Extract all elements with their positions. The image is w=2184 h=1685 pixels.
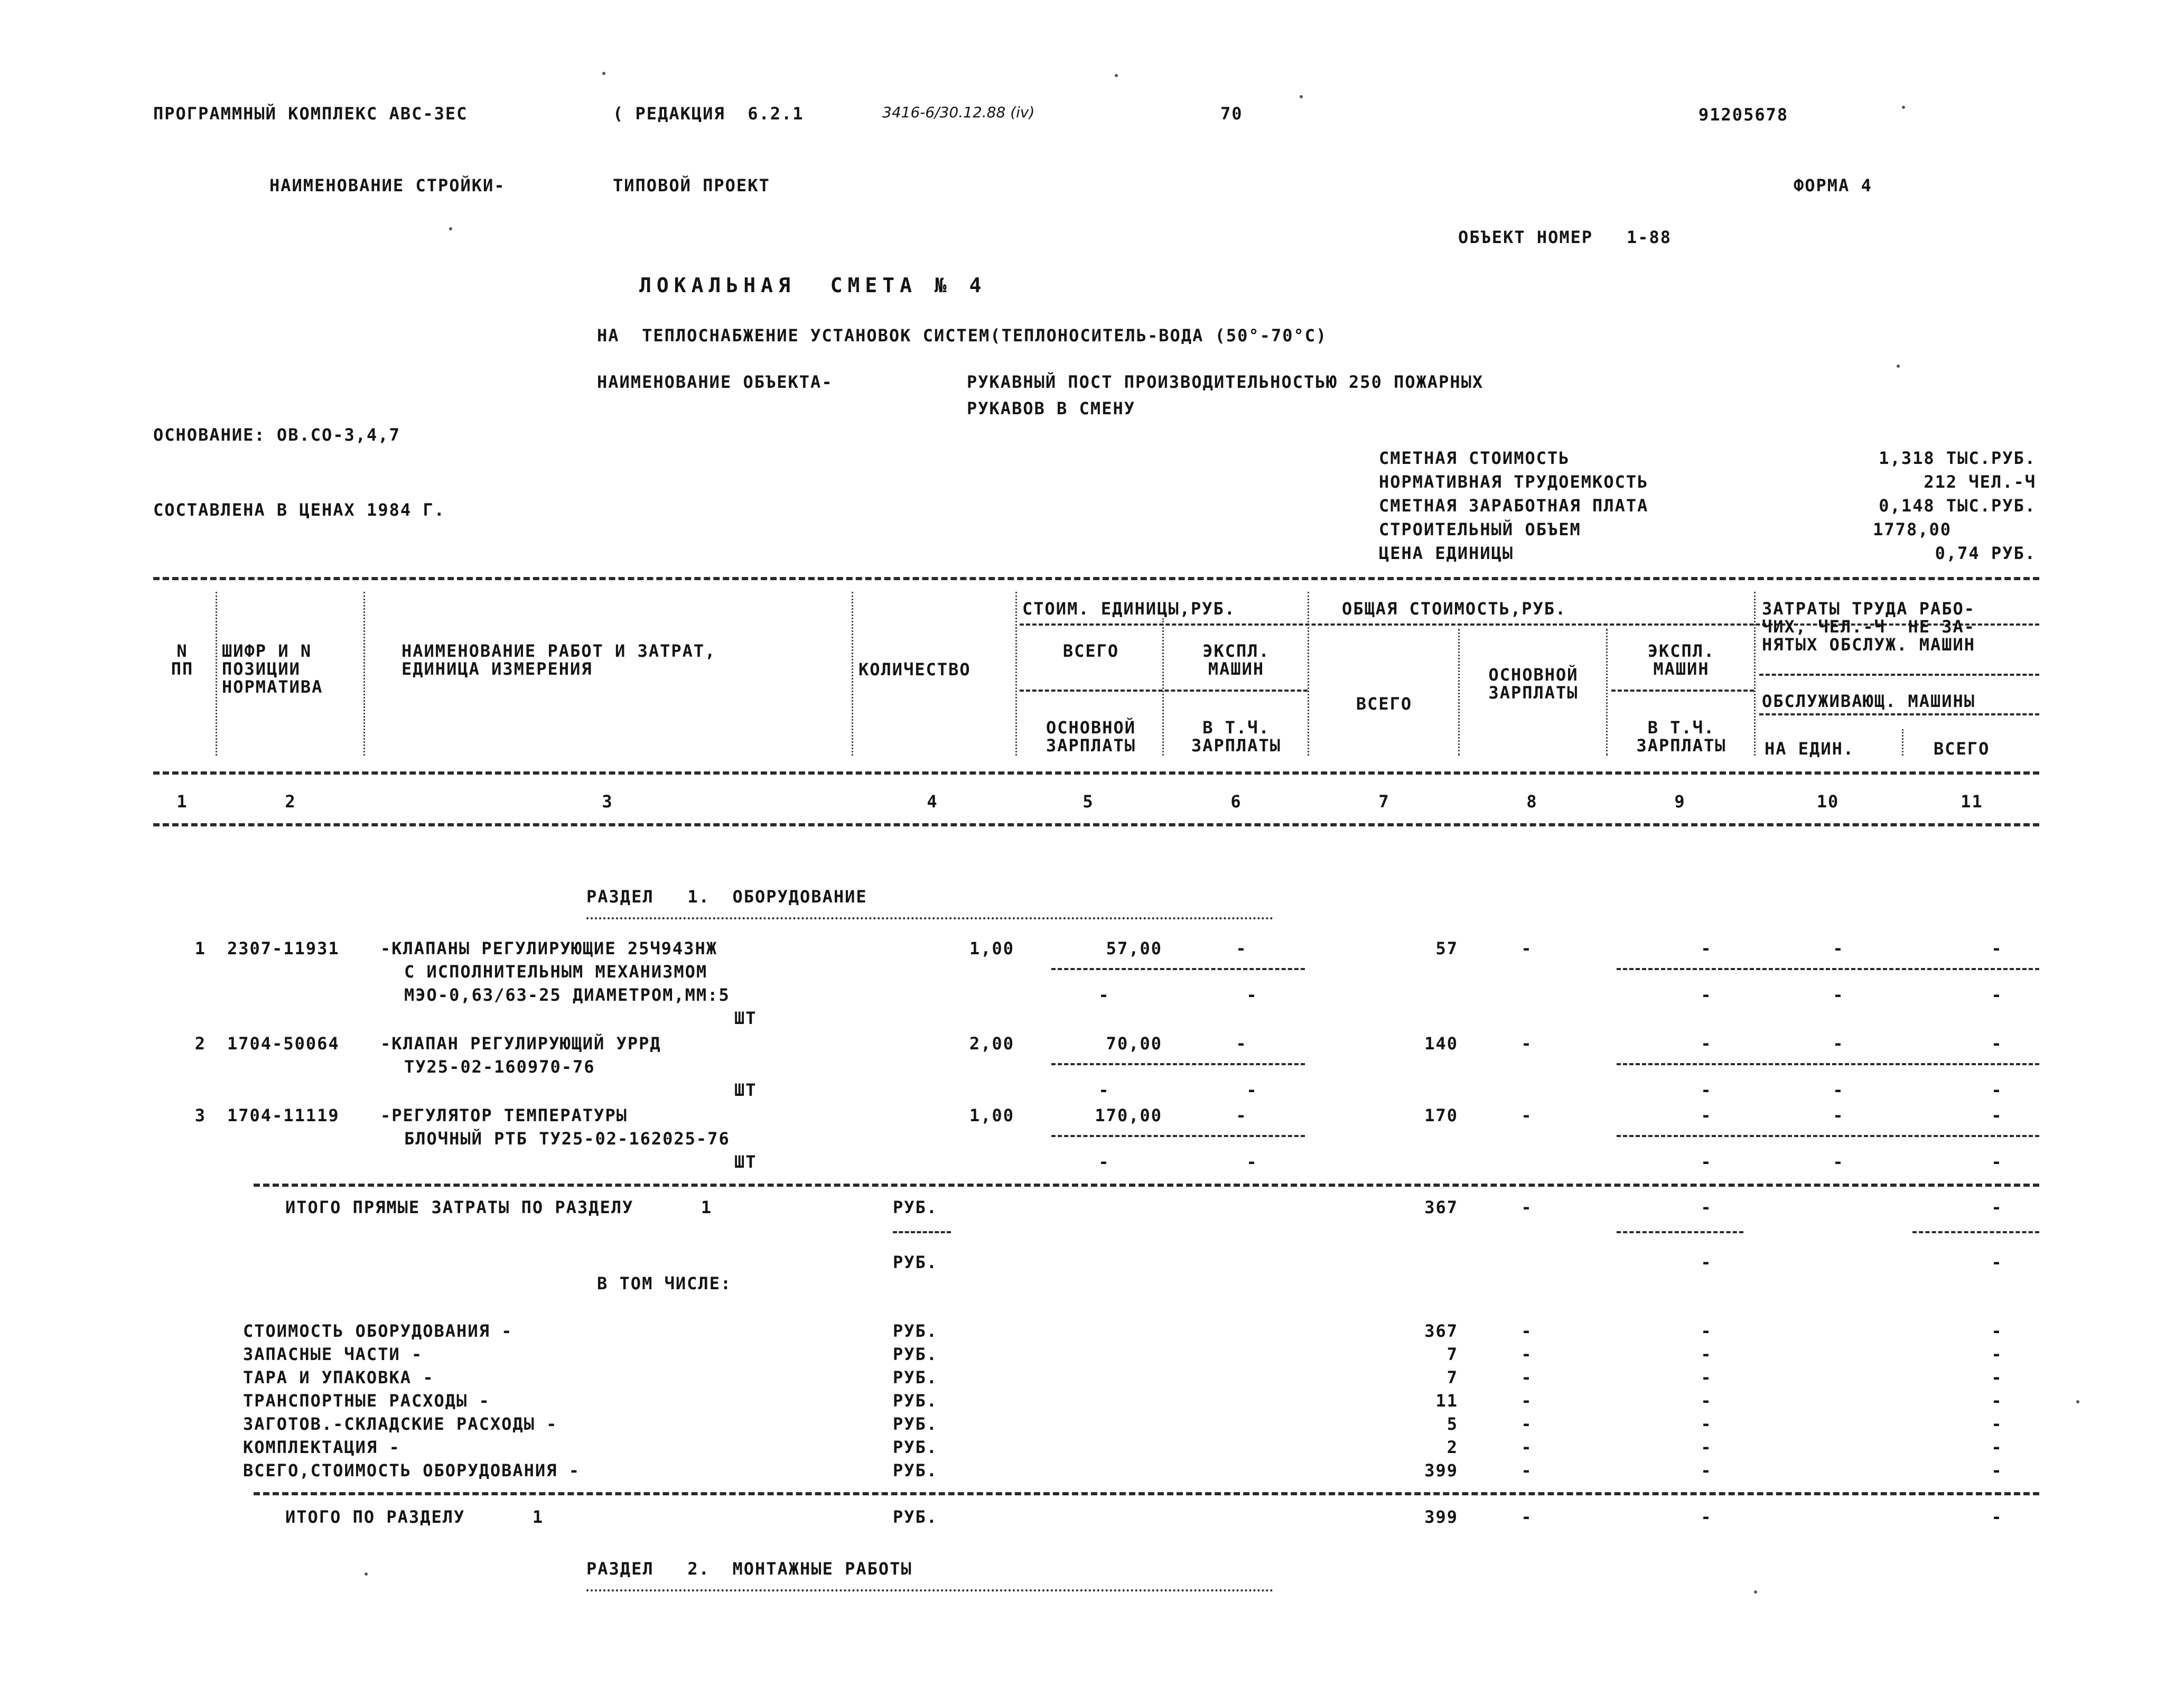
breakdown-labor-total: - [1991, 1367, 2003, 1388]
breakdown-label: СТОИМОСТЬ ОБОРУДОВАНИЯ - [243, 1321, 513, 1341]
section-total-basic-wage: - [1521, 1507, 1533, 1527]
direct-costs-machines: - [1701, 1197, 1712, 1217]
breakdown-unit: РУБ. [893, 1460, 938, 1481]
breakdown-label: ЗАГОТОВ.-СКЛАДСКИЕ РАСХОДЫ - [243, 1414, 558, 1434]
breakdown-labor-total: - [1991, 1344, 2003, 1364]
summary-label: СМЕТНАЯ ЗАРАБОТНАЯ ПЛАТА [1379, 496, 1649, 516]
scan-speck [1300, 95, 1303, 98]
breakdown-machines: - [1701, 1391, 1712, 1411]
subrule [1051, 1063, 1305, 1065]
subrule [1617, 1231, 1743, 1233]
form-number: ФОРМА 4 [1794, 175, 1872, 196]
column-separator [852, 592, 853, 756]
item-basic-wage-unit: - [1098, 1080, 1110, 1100]
column-separator [363, 592, 365, 756]
estimate-subtitle: НА ТЕПЛОСНАБЖЕНИЕ УСТАНОВОК СИСТЕМ(ТЕПЛОНОСИТЕЛЬ-ВОДА (50°-70°С) [597, 325, 1328, 346]
col-header-name: НАИМЕНОВАНИЕ РАБОТ И ЗАТРАТ, ЕДИНИЦА ИЗМЕРЕНИЯ [402, 641, 716, 679]
col-header-per-unit: НА ЕДИН. [1765, 739, 1855, 759]
estimate-title: ЛОКАЛЬНАЯ СМЕТА № 4 [639, 274, 987, 297]
breakdown-unit: РУБ. [893, 1414, 938, 1434]
item-name: -КЛАПАНЫ РЕГУЛИРУЮЩИЕ 25Ч943НЖ [380, 938, 717, 958]
header-rule [153, 771, 2039, 775]
breakdown-label: КОМПЛЕКТАЦИЯ - [243, 1437, 400, 1457]
col-header-qty: КОЛИЧЕСТВО [858, 659, 971, 679]
direct-costs-unit: РУБ. [893, 1197, 938, 1217]
column-number: 10 [1816, 792, 1840, 812]
column-separator [1162, 618, 1164, 756]
breakdown-value: 7 [1446, 1367, 1458, 1388]
item-machine-wage: - [1701, 1080, 1712, 1100]
item-code: 2307-11931 [227, 938, 340, 958]
item-machine-wage-unit: - [1246, 1080, 1258, 1100]
breakdown-machines: - [1701, 1367, 1712, 1388]
scan-speck [1897, 365, 1900, 368]
column-number: 4 [927, 792, 938, 812]
direct-costs-wage-unit: РУБ. [893, 1252, 938, 1272]
col-header-code: ШИФР И N ПОЗИЦИИ НОРМАТИВА [222, 641, 323, 697]
item-basic-wage-unit: - [1098, 1152, 1110, 1172]
breakdown-basic-wage: - [1521, 1437, 1533, 1457]
item-total: 140 [1424, 1034, 1458, 1054]
breakdown-value: 399 [1424, 1460, 1458, 1481]
col-header-machine-wage: В Т.Ч. ЗАРПЛАТЫ [1636, 718, 1726, 756]
breakdown-value: 7 [1446, 1344, 1458, 1364]
breakdown-value: 11 [1435, 1391, 1458, 1411]
item-unit-machines: - [1236, 1105, 1247, 1125]
column-number: 11 [1961, 792, 1983, 812]
section-title: РАЗДЕЛ 1. ОБОРУДОВАНИЕ [586, 887, 867, 907]
item-machine-wage-unit: - [1246, 1152, 1258, 1172]
subrule [1051, 968, 1305, 970]
col-header-basic-wage: ОСНОВНОЙ ЗАРПЛАТЫ [1488, 665, 1579, 703]
summary-value: 1778,00 [1873, 519, 1952, 539]
direct-costs-labor-service: - [1991, 1252, 2003, 1272]
breakdown-labor-total: - [1991, 1437, 2003, 1457]
breakdown-machines: - [1701, 1414, 1712, 1434]
document-code: 91205678 [1698, 105, 1789, 125]
item-name-line2: ТУ25-02-160970-76 [404, 1057, 595, 1077]
column-number: 8 [1526, 792, 1538, 812]
item-name: -КЛАПАН РЕГУЛИРУЮЩИЙ УРРД [380, 1034, 661, 1054]
breakdown-labor-total: - [1991, 1321, 2003, 1341]
object-number: ОБЪЕКТ НОМЕР 1-88 [1458, 227, 1672, 247]
section-title: РАЗДЕЛ 2. МОНТАЖНЫЕ РАБОТЫ [586, 1559, 912, 1579]
col-header-unit-machine-wage: В Т.Ч. ЗАРПЛАТЫ [1191, 718, 1282, 756]
col-header-unit-machines: ЭКСПЛ. МАШИН [1202, 641, 1270, 679]
summary-value: 0,148 ТЫС.РУБ. [1879, 496, 2036, 516]
item-machines: - [1701, 1105, 1712, 1125]
item-labor-total-service: - [1991, 1080, 2003, 1100]
breakdown-basic-wage: - [1521, 1344, 1533, 1364]
breakdown-labor-total: - [1991, 1460, 2003, 1481]
page-number: 70 [1220, 104, 1243, 124]
subrule [1051, 1135, 1305, 1137]
item-machine-wage: - [1701, 985, 1712, 1005]
col-header-unit-basic-wage: ОСНОВНОЙ ЗАРПЛАТЫ [1046, 718, 1136, 756]
edition: ( РЕДАКЦИЯ 6.2.1 [613, 104, 804, 124]
scan-speck [365, 1572, 368, 1576]
column-separator [1458, 629, 1460, 756]
breakdown-unit: РУБ. [893, 1391, 938, 1411]
summary-value: 212 ЧЕЛ.-Ч [1924, 472, 2036, 492]
item-labor-unit: - [1833, 1105, 1844, 1125]
header-subrule [1759, 713, 2039, 715]
scan-speck [449, 227, 452, 230]
col-header-total: ВСЕГО [1356, 694, 1413, 714]
breakdown-label: ТРАНСПОРТНЫЕ РАСХОДЫ - [243, 1391, 490, 1411]
scan-speck [2076, 1400, 2079, 1403]
scan-speck [1754, 1590, 1757, 1594]
summary-label: НОРМАТИВНАЯ ТРУДОЕМКОСТЬ [1379, 472, 1649, 492]
items-bottom-rule [254, 1184, 2039, 1187]
scan-speck [1902, 106, 1905, 109]
header-subrule [1759, 674, 2039, 676]
section-total-labor-total: - [1991, 1507, 2003, 1527]
section-title-underline [586, 917, 1273, 919]
breakdown-basic-wage: - [1521, 1460, 1533, 1481]
direct-costs-basic-wage: - [1521, 1197, 1533, 1217]
section-total-value: 399 [1424, 1507, 1458, 1527]
item-unit: ШТ [734, 1152, 757, 1172]
header-subrule [1020, 690, 1308, 692]
column-number: 2 [285, 792, 296, 812]
item-basic-wage: - [1521, 1105, 1533, 1125]
object-name-label: НАИМЕНОВАНИЕ ОБЪЕКТА- [597, 372, 833, 392]
breakdown-machines: - [1701, 1437, 1712, 1457]
item-total: 57 [1435, 938, 1458, 958]
direct-costs-label: ИТОГО ПРЯМЫЕ ЗАТРАТЫ ПО РАЗДЕЛУ 1 [285, 1197, 713, 1217]
item-machines: - [1701, 938, 1712, 958]
item-unit-price: 170,00 [1095, 1105, 1162, 1125]
column-number: 3 [602, 792, 613, 812]
scan-speck [1115, 74, 1118, 77]
item-labor-total: - [1991, 1105, 2003, 1125]
direct-costs-total: 367 [1424, 1197, 1458, 1217]
summary-label: СТРОИТЕЛЬНЫЙ ОБЪЕМ [1379, 519, 1581, 539]
item-labor-unit-service: - [1833, 1080, 1844, 1100]
column-number: 5 [1082, 792, 1094, 812]
item-number: 1 [194, 938, 206, 958]
item-total: 170 [1424, 1105, 1458, 1125]
item-code: 1704-50064 [227, 1034, 340, 1054]
object-name-line2: РУКАВОВ В СМЕНУ [967, 398, 1135, 418]
breakdown-unit: РУБ. [893, 1321, 938, 1341]
item-labor-unit-service: - [1833, 985, 1844, 1005]
table-top-rule [153, 577, 2039, 580]
breakdown-labor-total: - [1991, 1391, 2003, 1411]
summary-value: 0,74 РУБ. [1935, 543, 2036, 563]
section-title-underline [586, 1589, 1273, 1591]
item-number: 2 [194, 1034, 206, 1054]
breakdown-unit: РУБ. [893, 1437, 938, 1457]
breakdown-basic-wage: - [1521, 1367, 1533, 1388]
item-labor-total-service: - [1991, 1152, 2003, 1172]
item-name-line3: МЭО-0,63/63-25 ДИАМЕТРОМ,ММ:5 [404, 985, 730, 1005]
item-labor-total: - [1991, 1034, 2003, 1054]
item-labor-unit: - [1833, 1034, 1844, 1054]
item-name: -РЕГУЛЯТОР ТЕМПЕРАТУРЫ [380, 1105, 628, 1125]
item-labor-unit-service: - [1833, 1152, 1844, 1172]
price-base: СОСТАВЛЕНА В ЦЕНАХ 1984 Г. [153, 500, 445, 520]
column-separator [1308, 592, 1309, 756]
item-basic-wage: - [1521, 938, 1533, 958]
program-name: ПРОГРАММНЫЙ КОМПЛЕКС АВС-3ЕС [153, 104, 468, 124]
object-name-line1: РУКАВНЫЙ ПОСТ ПРОИЗВОДИТЕЛЬНОСТЬЮ 250 ПОЖАРНЫХ [967, 372, 1484, 392]
breakdown-machines: - [1701, 1344, 1712, 1364]
column-number: 6 [1230, 792, 1242, 812]
breakdown-label: ЗАПАСНЫЕ ЧАСТИ - [243, 1344, 423, 1364]
item-unit-price: 70,00 [1106, 1034, 1162, 1054]
breakdown-labor-total: - [1991, 1414, 2003, 1434]
col-header-labor-total: ВСЕГО [1934, 739, 1990, 759]
subrule [893, 1231, 951, 1233]
item-unit-machines: - [1236, 1034, 1247, 1054]
item-basic-wage-unit: - [1098, 985, 1110, 1005]
subrule [1617, 1135, 2039, 1137]
section-total-machines: - [1701, 1507, 1712, 1527]
breakdown-label: ВСЕГО,СТОИМОСТЬ ОБОРУДОВАНИЯ - [243, 1460, 580, 1481]
item-unit: ШТ [734, 1008, 757, 1028]
handwritten-note: 3416-6/30.12.88 (iv) [882, 104, 1035, 121]
breakdown-value: 367 [1424, 1321, 1458, 1341]
item-machines: - [1701, 1034, 1712, 1054]
col-header-machines: ЭКСПЛ. МАШИН [1647, 641, 1715, 679]
item-basic-wage: - [1521, 1034, 1533, 1054]
direct-costs-labor-total: - [1991, 1197, 2003, 1217]
item-unit: ШТ [734, 1080, 757, 1100]
breakdown-value: 5 [1446, 1414, 1458, 1434]
breakdown-value: 2 [1446, 1437, 1458, 1457]
item-labor-total-service: - [1991, 985, 2003, 1005]
item-machine-wage: - [1701, 1152, 1712, 1172]
breakdown-unit: РУБ. [893, 1367, 938, 1388]
item-machine-wage-unit: - [1246, 985, 1258, 1005]
item-quantity: 1,00 [969, 1105, 1014, 1125]
breakdown-basic-wage: - [1521, 1321, 1533, 1341]
breakdown-machines: - [1701, 1321, 1712, 1341]
item-code: 1704-11119 [227, 1105, 340, 1125]
col-header-total-cost: ОБЩАЯ СТОИМОСТЬ,РУБ. [1342, 599, 1567, 619]
breakdown-bottom-rule [254, 1492, 2039, 1495]
breakdown-machines: - [1701, 1460, 1712, 1481]
construction-name-value: ТИПОВОЙ ПРОЕКТ [613, 175, 770, 196]
item-name-line2: С ИСПОЛНИТЕЛЬНЫМ МЕХАНИЗМОМ [404, 962, 708, 982]
item-number: 3 [194, 1105, 206, 1125]
item-labor-unit: - [1833, 938, 1844, 958]
summary-label: СМЕТНАЯ СТОИМОСТЬ [1379, 448, 1570, 468]
column-separator [1606, 629, 1608, 756]
breakdown-label: ТАРА И УПАКОВКА - [243, 1367, 434, 1388]
header-bottom-rule [153, 823, 2039, 826]
summary-value: 1,318 ТЫС.РУБ. [1879, 448, 2036, 468]
item-name-line2: БЛОЧНЫЙ РТБ ТУ25-02-162025-76 [404, 1129, 730, 1149]
column-separator [1754, 592, 1756, 756]
item-quantity: 2,00 [969, 1034, 1014, 1054]
basis: ОСНОВАНИЕ: ОВ.СО-3,4,7 [153, 425, 400, 445]
section-total-unit: РУБ. [893, 1507, 938, 1527]
including-label: В ТОМ ЧИСЛЕ: [597, 1273, 732, 1293]
summary-label: ЦЕНА ЕДИНИЦЫ [1379, 543, 1514, 563]
item-unit-price: 57,00 [1106, 938, 1162, 958]
column-separator [1015, 592, 1017, 756]
column-number: 7 [1378, 792, 1390, 812]
direct-costs-machine-wage: - [1701, 1252, 1712, 1272]
breakdown-basic-wage: - [1521, 1414, 1533, 1434]
column-number: 1 [176, 792, 188, 812]
subrule [1617, 1063, 2039, 1065]
item-quantity: 1,00 [969, 938, 1014, 958]
header-subrule [1611, 690, 1754, 692]
breakdown-unit: РУБ. [893, 1344, 938, 1364]
scan-speck [602, 72, 605, 75]
col-header-service-machines: ОБСЛУЖИВАЮЩ. МАШИНЫ [1762, 691, 1976, 711]
column-separator [216, 592, 217, 756]
subrule [1617, 968, 2039, 970]
col-header-labor: ЗАТРАТЫ ТРУДА РАБО- ЧИХ, ЧЕЛ.-Ч НЕ ЗА- НЯТЫХ ОБСЛУЖ. МАШИН [1762, 599, 1976, 655]
item-labor-total: - [1991, 938, 2003, 958]
construction-name-label: НАИМЕНОВАНИЕ СТРОЙКИ- [269, 175, 506, 196]
section-total-label: ИТОГО ПО РАЗДЕЛУ 1 [285, 1507, 544, 1527]
col-header-unit-total: ВСЕГО [1062, 641, 1119, 661]
item-unit-machines: - [1236, 938, 1247, 958]
column-separator [1902, 729, 1903, 756]
subrule [1912, 1231, 2039, 1233]
column-number: 9 [1674, 792, 1686, 812]
breakdown-basic-wage: - [1521, 1391, 1533, 1411]
col-header-unit-cost: СТОИМ. ЕДИНИЦЫ,РУБ. [1022, 599, 1236, 619]
col-header-n: N ПП [171, 641, 194, 679]
